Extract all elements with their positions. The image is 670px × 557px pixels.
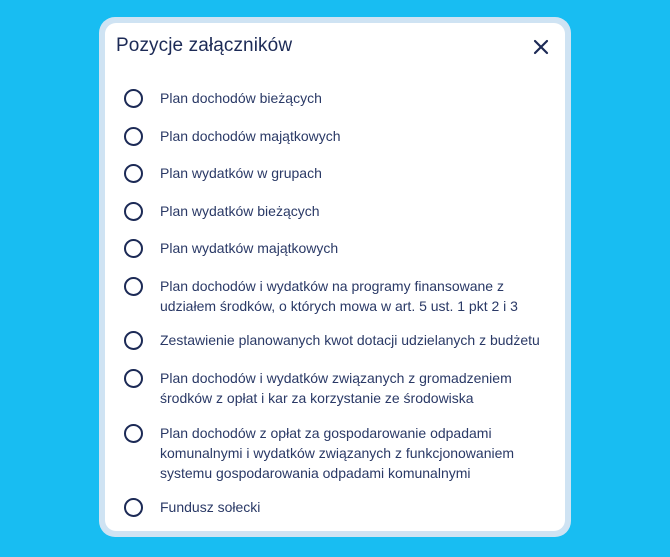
option-label: Fundusz sołecki — [160, 499, 261, 515]
attachment-options-list — [105, 23, 565, 531]
option-plan-wydatkow-majatkowych[interactable] — [124, 239, 551, 258]
radio-button[interactable] — [124, 331, 143, 350]
radio-button[interactable] — [124, 277, 143, 296]
option-plan-oplaty-srodowisko[interactable] — [124, 369, 551, 408]
radio-button[interactable] — [124, 89, 143, 108]
option-plan-wydatkow-biezacych[interactable] — [124, 202, 551, 221]
option-label: Plan dochodów bieżących — [160, 90, 322, 106]
option-label: Plan dochodów majątkowych — [160, 128, 341, 144]
option-plan-programy-finansowane[interactable] — [124, 277, 551, 316]
option-label: Plan wydatków majątkowych — [160, 240, 339, 256]
option-label: Plan dochodów i wydatków na programy finansowane z udziałem środków, o których mowa w art. 5 ust. 1 pkt 2 i 3 — [160, 278, 518, 314]
dialog-frame — [99, 17, 571, 537]
option-label: Plan dochodów i wydatków związanych z gromadzeniem środków z opłat i kar za korzystanie ze środowiska — [160, 370, 512, 406]
option-label: Zestawienie planowanych kwot dotacji udzielanych z budżetu — [160, 332, 540, 348]
radio-button[interactable] — [124, 498, 143, 517]
dialog-title: Pozycje załączników — [116, 35, 293, 56]
option-plan-dochodow-majatkowych[interactable] — [124, 127, 551, 146]
option-label: Plan wydatków bieżących — [160, 203, 320, 219]
option-label: Plan wydatków w grupach — [160, 165, 322, 181]
radio-button[interactable] — [124, 369, 143, 388]
radio-button[interactable] — [124, 127, 143, 146]
option-label: Plan dochodów z opłat za gospodarowanie odpadami komunalnymi i wydatków związanych z funkcjonowaniem systemu gospodarowania odpadami komunalnymi — [160, 425, 515, 481]
radio-button[interactable] — [124, 164, 143, 183]
radio-button[interactable] — [124, 239, 143, 258]
option-fundusz-solecki[interactable] — [124, 498, 551, 517]
radio-button[interactable] — [124, 424, 143, 443]
option-plan-wydatkow-w-grupach[interactable] — [124, 164, 551, 183]
option-zestawienie-dotacji[interactable] — [124, 331, 551, 350]
radio-button[interactable] — [124, 202, 143, 221]
option-plan-dochodow-biezacych[interactable] — [124, 89, 551, 108]
option-plan-odpady-komunalne[interactable] — [124, 424, 551, 483]
dialog — [105, 23, 565, 531]
